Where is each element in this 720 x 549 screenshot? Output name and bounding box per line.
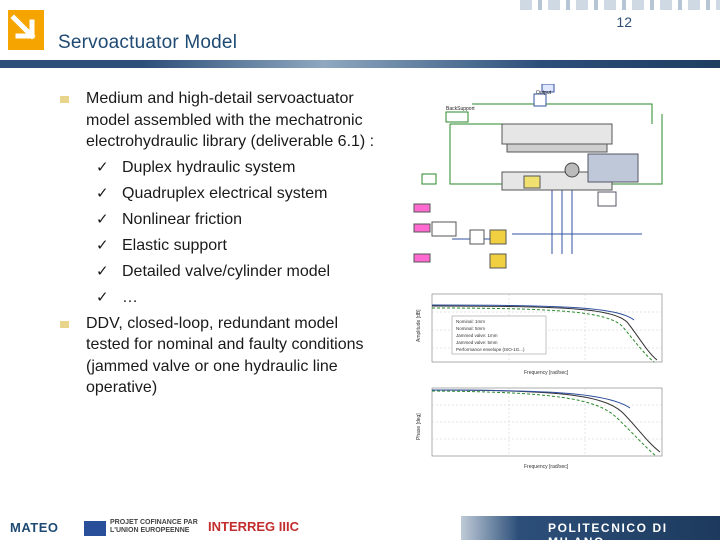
sub-item: ✓ Detailed valve/cylinder model	[86, 259, 386, 285]
svg-text:Nominal: 1mm: Nominal: 1mm	[456, 319, 486, 324]
bullet-text: DDV, closed-loop, redundant model tested for nominal and faulty conditions (jammed valve or one hydraulic line operative)	[86, 314, 364, 396]
phase-plot	[416, 388, 662, 470]
svg-text:Nominal: 5mm: Nominal: 5mm	[456, 326, 486, 331]
bullet-text: Medium and high-detail servoactuator model assembled with the mechatronic electrohydraulic library (deliverable 6.1) :	[86, 90, 375, 150]
check-icon: ✓	[96, 236, 109, 254]
sub-item: ✓ Duplex hydraulic system	[86, 155, 386, 181]
sub-item: ✓ Quadruplex electrical system	[86, 181, 386, 207]
svg-text:Jammed valve: 1mm: Jammed valve: 1mm	[456, 333, 498, 338]
bullet-item	[56, 313, 386, 399]
sub-list	[86, 155, 386, 311]
interreg-logo: INTERREG IIIC	[208, 519, 300, 534]
eu-cofinance-text: PROJET COFINANCE PAR L'UNION EUROPEENNE	[110, 519, 198, 534]
header-rule	[0, 60, 720, 68]
check-icon: ✓	[96, 210, 109, 228]
diagram-label: Output	[536, 90, 552, 96]
check-icon: ✓	[96, 288, 109, 306]
page-title: Servoactuator Model	[58, 32, 238, 53]
diagram-label: BackSupport	[446, 106, 475, 112]
institution-name: POLITECNICO DI MILANO	[548, 521, 668, 549]
check-icon: ✓	[96, 158, 109, 176]
sub-item: ✓ …	[86, 285, 386, 311]
bode-plots	[412, 292, 718, 472]
bullet-list	[56, 88, 386, 401]
svg-text:Frequency [rad/sec]: Frequency [rad/sec]	[524, 464, 569, 470]
sub-item: ✓ Nonlinear friction	[86, 207, 386, 233]
bullet-square-icon	[60, 96, 69, 103]
svg-text:Phase [deg]: Phase [deg]	[416, 413, 422, 440]
amplitude-plot	[416, 294, 662, 376]
check-icon: ✓	[96, 262, 109, 280]
servoactuator-block-diagram	[412, 84, 718, 274]
mateo-logo: MATEO	[10, 520, 59, 535]
orange-arrow-logo-icon	[8, 10, 44, 50]
svg-text:Jammed valve: 5mm: Jammed valve: 5mm	[456, 340, 498, 345]
bullet-item	[56, 88, 386, 311]
svg-text:Frequency [rad/sec]: Frequency [rad/sec]	[524, 370, 569, 376]
check-icon: ✓	[96, 184, 109, 202]
page-number: 12	[616, 14, 632, 30]
sub-item: ✓ Elastic support	[86, 233, 386, 259]
svg-text:Amplitude [dB]: Amplitude [dB]	[416, 309, 422, 342]
eu-flag-icon	[84, 521, 106, 536]
header-decor-band	[520, 0, 720, 10]
bullet-square-icon	[60, 321, 69, 328]
svg-text:Performance envelope (ISO-1G..: Performance envelope (ISO-1G...)	[456, 347, 525, 352]
